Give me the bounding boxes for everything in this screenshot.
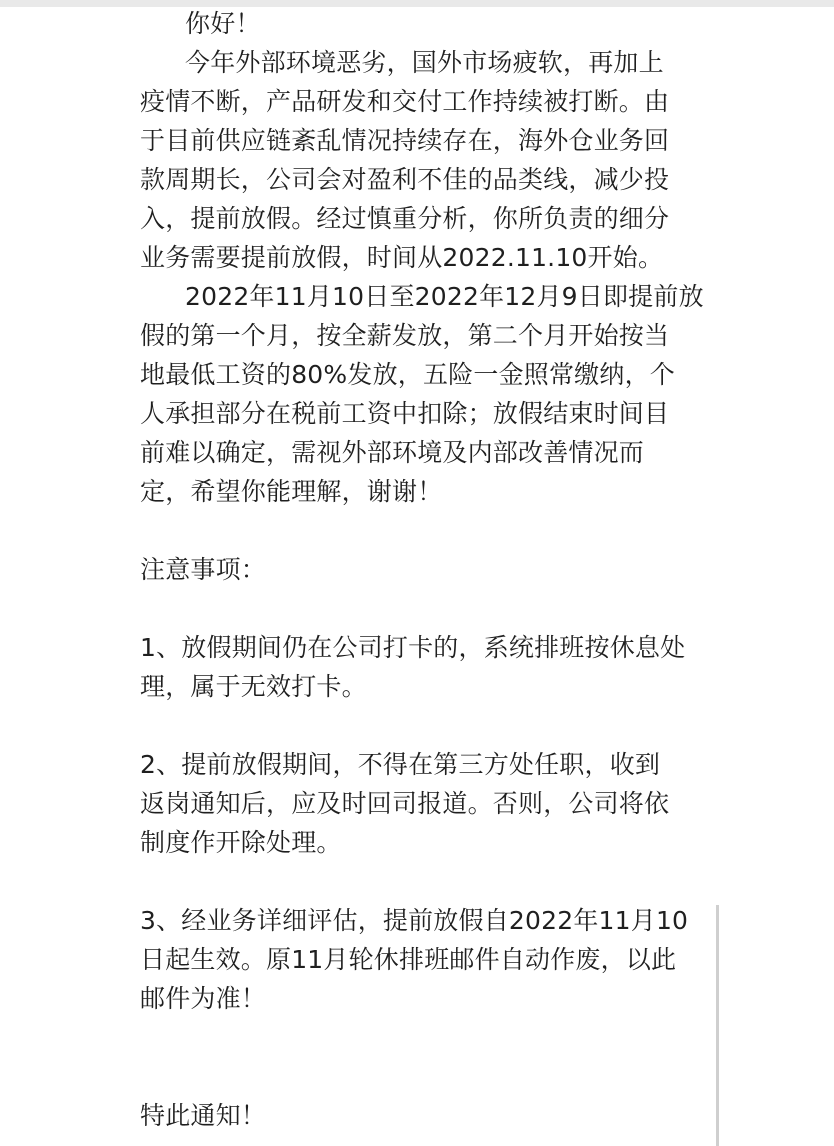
paragraph-1-line: 今年外部环境恶劣，国外市场疲软，再加上 (185, 48, 664, 77)
paragraph-2-line: 假的第一个月，按全薪发放，第二个月开始按当 (140, 321, 670, 350)
paragraph-1-line: 入，提前放假。经过慎重分析，你所负责的细分 (140, 204, 670, 233)
paragraph-2-line: 人承担部分在税前工资中扣除；放假结束时间目 (140, 399, 670, 428)
paragraph-1-line: 疫情不断，产品研发和交付工作持续被打断。由 (140, 87, 670, 116)
paragraph-1 (140, 43, 706, 277)
paragraph-1-line: 款周期长，公司会对盈利不佳的品类线，减少投 (140, 165, 670, 194)
note-1-line: 理，属于无效打卡。 (140, 672, 367, 701)
note-3-line: 3、经业务详细评估，提前放假自2022年11月10 (140, 906, 689, 935)
paragraph-2-line: 2022年11月10日至2022年12月9日即提前放 (185, 282, 704, 311)
spacer (140, 706, 706, 745)
paragraph-2 (140, 277, 706, 511)
note-3 (140, 901, 706, 1018)
note-2 (140, 745, 706, 862)
paragraph-1-line: 业务需要提前放假，时间从2022.11.10开始。 (140, 243, 664, 272)
paragraph-1-line: 于目前供应链紊乱情况持续存在，海外仓业务回 (140, 126, 670, 155)
paragraph-2-line: 地最低工资的80%发放，五险一金照常缴纳，个 (140, 360, 675, 389)
spacer (140, 1018, 706, 1096)
note-3-line: 日起生效。原11月轮休排班邮件自动作废，以此 (140, 945, 677, 974)
note-2-line: 2、提前放假期间，不得在第三方处任职，收到 (140, 750, 661, 779)
note-1 (140, 628, 706, 706)
closing: 特此通知！ (140, 1101, 267, 1130)
scrollbar[interactable] (716, 905, 719, 1146)
note-3-line: 邮件为准！ (140, 984, 267, 1013)
paragraph-2-line: 前难以确定，需视外部环境及内部改善情况而 (140, 438, 645, 467)
spacer (140, 589, 706, 628)
notes-title: 注意事项： (140, 555, 267, 584)
spacer (140, 511, 706, 550)
note-2-line: 返岗通知后，应及时回司报道。否则，公司将依 (140, 789, 670, 818)
note-2-line: 制度作开除处理。 (140, 828, 342, 857)
spacer (140, 862, 706, 901)
greeting: 你好！ (185, 9, 261, 38)
note-1-line: 1、放假期间仍在公司打卡的，系统排班按休息处 (140, 633, 686, 662)
notice-body (140, 4, 706, 1135)
paragraph-2-line: 定，希望你能理解，谢谢！ (140, 477, 443, 506)
